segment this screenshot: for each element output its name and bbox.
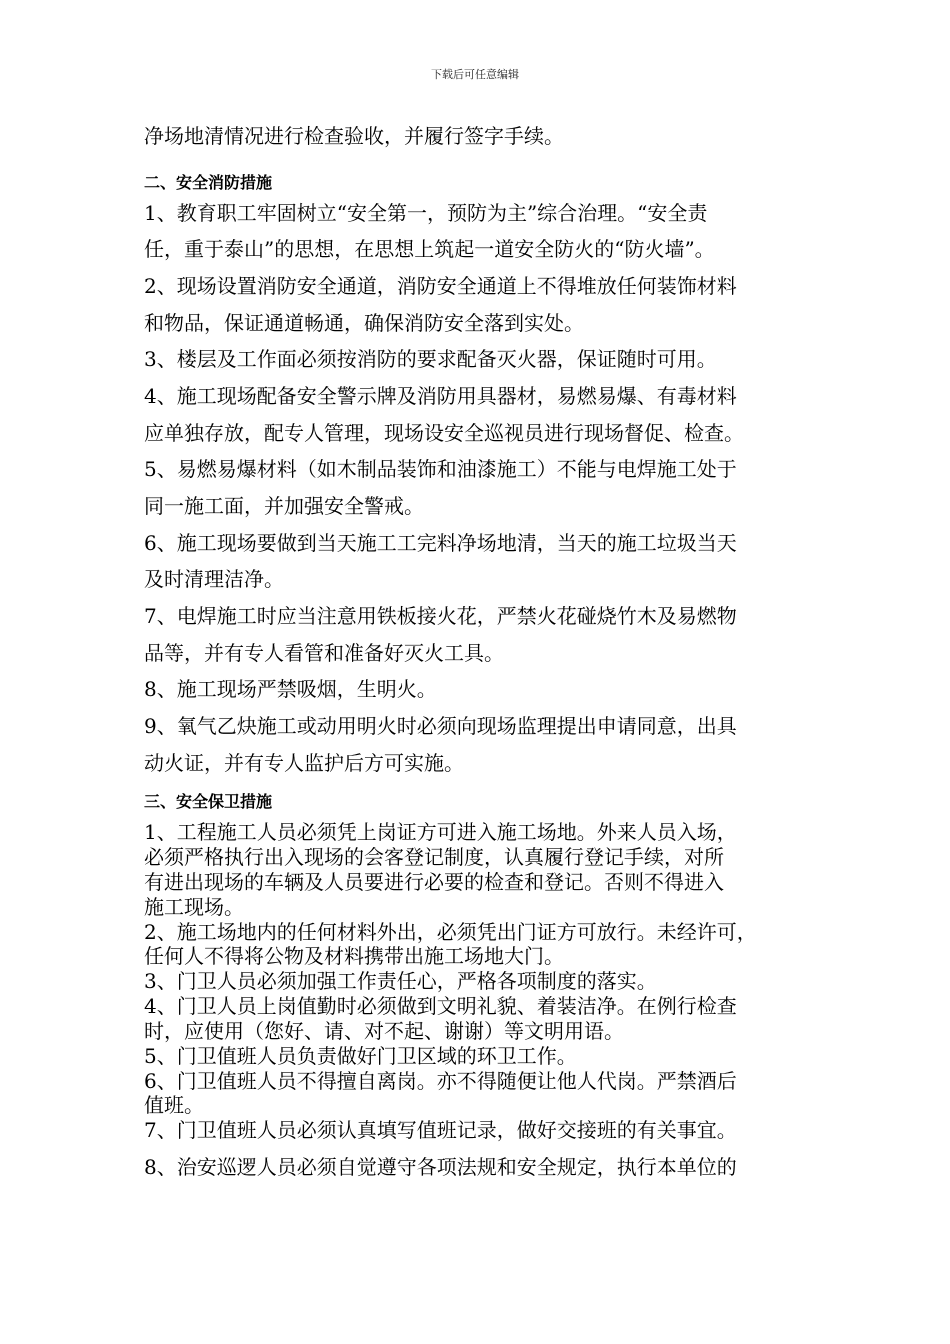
section-2-line: 应单独存放，配专人管理，现场设安全巡视员进行现场督促、检查。 [144, 421, 744, 445]
section-2-line: 及时清理洁净。 [144, 567, 284, 591]
page-header-note: 下载后可任意编辑 [431, 68, 519, 81]
section-3-title: 三、安全保卫措施 [144, 792, 273, 811]
section-2-line: 1、教育职工牢固树立“安全第一，预防为主”综合治理。“安全责 [144, 201, 708, 225]
intro-line: 净场地清情况进行检查验收，并履行签字手续。 [144, 124, 564, 148]
section-3-line: 时，应使用（您好、请、对不起、谢谢）等文明用语。 [144, 1019, 624, 1043]
section-2-line: 5、易燃易爆材料（如木制品装饰和油漆施工）不能与电焊施工处于 [144, 457, 737, 481]
section-2-line: 和物品，保证通道畅通，确保消防安全落到实处。 [144, 311, 584, 335]
section-3-line: 必须严格执行出入现场的会客登记制度，认真履行登记手续，对所 [144, 845, 724, 869]
section-3-line: 3、门卫人员必须加强工作责任心，严格各项制度的落实。 [144, 969, 657, 993]
section-2-line: 动火证，并有专人监护后方可实施。 [144, 751, 464, 775]
section-3-last-line: 8、治安巡逻人员必须自觉遵守各项法规和安全规定，执行本单位的 [144, 1155, 737, 1179]
section-2-line: 任，重于泰山”的思想，在思想上筑起一道安全防火的“防火墙”。 [144, 237, 715, 261]
section-3-line: 7、门卫值班人员必须认真填写值班记录，做好交接班的有关事宜。 [144, 1118, 737, 1142]
section-3-line: 施工现场。 [144, 895, 244, 919]
section-2-line: 6、施工现场要做到当天施工工完料净场地清，当天的施工垃圾当天 [144, 531, 737, 555]
section-2-line: 7、电焊施工时应当注意用铁板接火花，严禁火花碰烧竹木及易燃物 [144, 604, 737, 628]
section-3-line: 值班。 [144, 1093, 204, 1117]
section-2-line: 同一施工面，并加强安全警戒。 [144, 494, 424, 518]
section-2-line: 3、楼层及工作面必须按消防的要求配备灭火器，保证随时可用。 [144, 347, 717, 371]
section-2-line: 2、现场设置消防安全通道，消防安全通道上不得堆放任何装饰材料 [144, 274, 737, 298]
section-3-line: 2、施工场地内的任何材料外出，必须凭出门证方可放行。未经许可， [144, 920, 757, 944]
section-2-line: 4、施工现场配备安全警示牌及消防用具器材，易燃易爆、有毒材料 [144, 384, 737, 408]
section-3-line: 任何人不得将公物及材料携带出施工场地大门。 [144, 944, 564, 968]
section-3-line: 4、门卫人员上岗值勤时必须做到文明礼貌、着装洁净。在例行检查 [144, 994, 737, 1018]
section-2-title: 二、安全消防措施 [144, 173, 273, 192]
section-3-line: 1、工程施工人员必须凭上岗证方可进入施工场地。外来人员入场， [144, 820, 737, 844]
section-2-line: 品等，并有专人看管和准备好灭火工具。 [144, 641, 504, 665]
section-2-line: 8、施工现场严禁吸烟，生明火。 [144, 677, 437, 701]
section-2-line: 9、氧气乙炔施工或动用明火时必须向现场监理提出申请同意，出具 [144, 714, 737, 738]
section-3-line: 有进出现场的车辆及人员要进行必要的检查和登记。否则不得进入 [144, 870, 724, 894]
section-3-line: 5、门卫值班人员负责做好门卫区域的环卫工作。 [144, 1044, 577, 1068]
section-3-line: 6、门卫值班人员不得擅自离岗。亦不得随便让他人代岗。严禁酒后 [144, 1069, 737, 1093]
